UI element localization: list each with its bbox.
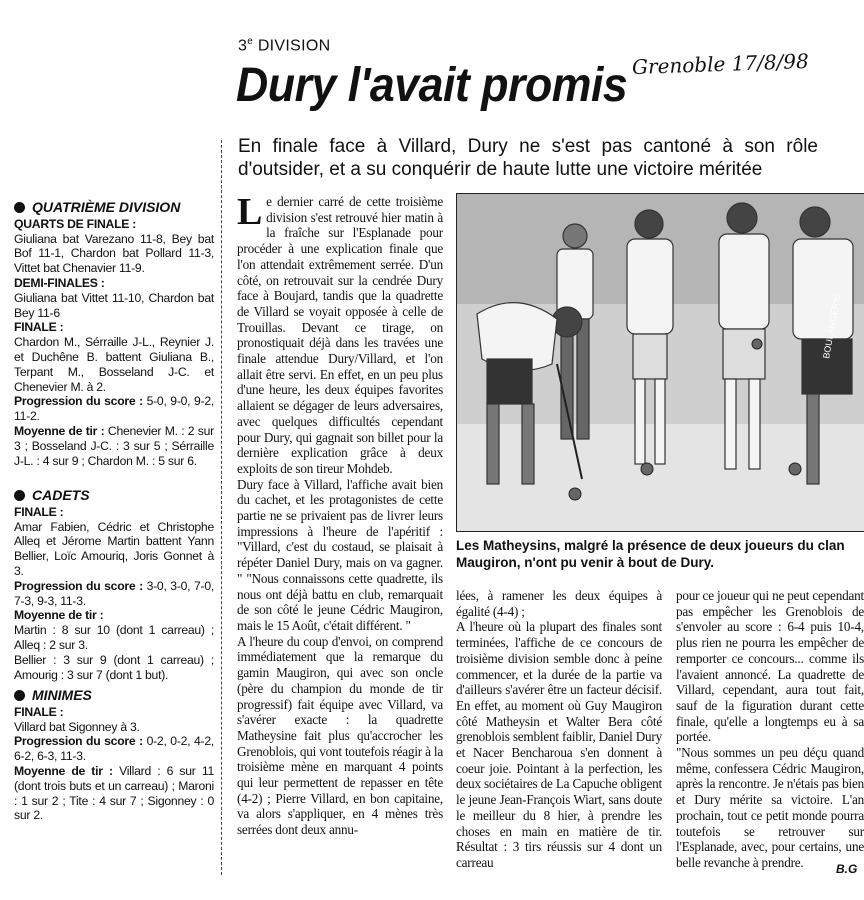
bullet-icon <box>14 690 25 701</box>
column-divider <box>221 140 222 875</box>
result-line <box>14 608 214 623</box>
result-label: Moyenne de tir : <box>14 763 113 778</box>
section-heading: QUATRIÈME DIVISION <box>14 200 214 215</box>
headline: Dury l'avait promis <box>236 59 628 112</box>
paragraph: Le dernier carré de cette troisième division s'est retrouvé hier matin à la fraîche sur l'Esplanade pour procéder à une explication finale que l'on attendait extrêmement serrée. D'un côté, on retrouvait sur la cendrée Dury face à Boujard, tandis que la quadrette de Villard se voyait opposée à celle de Trouillas. Devant ce tirage, on pronostiquait déjà dans les travées une finale attendue Dury/Villard, et l'on allait être servi. En effet, en un peu plus d'une heure, les deux équipes favorites allaient se dégager de leurs adversaires, avec quelques difficultés cependant pour Dury, qui gagnait son billet pour la dernière explication grâce à deux exploits de son tireur Mohdeb. <box>237 191 443 476</box>
drop-cap: L <box>237 191 263 233</box>
bullet-icon <box>14 490 25 501</box>
result-label: FINALE : <box>14 504 64 519</box>
result-label: Progression du score : <box>14 394 143 409</box>
result-line <box>14 217 214 232</box>
result-line <box>14 291 214 321</box>
result-label: FINALE : <box>14 704 64 719</box>
section-heading: MINIMES <box>14 688 214 703</box>
article-column-2 <box>456 588 662 871</box>
photo-illustration <box>457 194 864 531</box>
kicker-text: DIVISION <box>253 37 331 55</box>
result-text: 5-0, 9-0, 9-2, 11-2. <box>14 394 214 424</box>
result-label: FINALE : <box>14 320 64 335</box>
result-line <box>14 276 214 291</box>
result-text: 0-2, 0-2, 4-2, 6-2, 6-3, 11-3. <box>14 734 214 764</box>
article-column-3 <box>676 588 864 871</box>
result-line <box>14 505 214 520</box>
boules-players-photo <box>456 193 864 532</box>
result-label: DEMI-FINALES : <box>14 275 105 290</box>
paragraph: Dury face à Villard, l'affiche avait bien du cachet, et les protagonistes de cette partie ne se privaient pas de livrer leurs impressions à l'heure de l'apéritif : "Villard, c'est du costaud, se plaisait à répéter Daniel Dury, mais on va gagner. " "Nous connaissons cette quadrette, ils nous ont déjà battu en club, remarquait de son côté le jeune Cédric Maugiron, mais le 15 Août, c'était différent. " <box>237 476 443 633</box>
results-list <box>14 705 214 823</box>
handwritten-date-note: Grenoble 17/8/98 <box>631 48 810 80</box>
result-line <box>14 320 214 335</box>
bullet-icon <box>14 202 25 213</box>
paragraph: A l'heure du coup d'envoi, on comprend immédiatement que la remarque du gamin Maugiron, qui avec son oncle (père du champion du monde de tir progressif) fait équipe avec Villard, va s'avérer exacte : la quadrette Matheysine fait plus qu'accrocher les Grenoblois, qui vont toutefois réagir à la troisième mène en marquant 4 points qui leur permettent de repasser en tête (4-2) ; Pierre Villard, en bon capitaine, va alors s'appliquer, en 4 mènes très serrées dont deux annu- <box>237 633 443 838</box>
result-text: Chardon M., Sérraille J-L., Reynier J. et Duchêne B. battent Giuliana B., Terpant M., Bosseland J-C. et Chenevier M. à 2. <box>14 335 214 394</box>
kicker-superscript: e <box>247 36 254 47</box>
sidebar-minimes <box>14 688 214 823</box>
author-signature: B.G <box>836 862 858 876</box>
paragraph: pour ce joueur qui ne peut cependant pas empêcher les Grenoblois de s'envoler au score : 6-4 puis 10-4, plus rien ne pourra les empêcher de remporter ce concours... comme ils l'avaient annoncé. La quadrette de Villard, cependant, aura tout fait, sauf de la figuration durant cette finale, qu'elle a longtemps eu à sa portée. <box>676 588 864 745</box>
result-text: Chenevier M. : 2 sur 3 ; Bosseland J-C. : 3 sur 5 ; Sérraille J-L. : 4 sur 9 ; Chardon M. : 5 sur 6. <box>14 423 214 468</box>
result-text: Giuliana bat Varezano 11-8, Bey bat Bof 11-1, Chardon bat Pollard 11-3, Vittet bat Chenavier 11-9. <box>14 231 214 276</box>
kicker-number: 3 <box>238 37 248 55</box>
result-line <box>14 734 214 764</box>
result-label: Moyenne de tir : <box>14 608 104 623</box>
result-label: QUARTS DE FINALE : <box>14 216 137 231</box>
result-line <box>14 705 214 720</box>
result-line <box>14 232 214 276</box>
result-line <box>14 579 214 609</box>
results-list <box>14 505 214 683</box>
result-label: Progression du score : <box>14 734 143 749</box>
result-line <box>14 764 214 823</box>
section-kicker <box>238 36 330 55</box>
result-label: Progression du score : <box>14 578 143 593</box>
shirt-sponsor-text: BOULANGERIE <box>821 293 843 360</box>
result-line <box>14 424 214 468</box>
result-text: Amar Fabien, Cédric et Christophe Alleq et Jérome Martin battent Yann Bellier, Loïc Amouriq, Joris Gonnet à 3. <box>14 519 214 578</box>
article-deck: En finale face à Villard, Dury ne s'est pas cantoné à son rôle d'outsider, et a su conquérir de haute lutte une victoire méritée <box>238 136 818 180</box>
paragraph: "Nous sommes un peu déçu quand même, confessera Cédric Maugiron, après la rencontre. Je n'étais pas bien et Dury mérite sa victoire. L'an prochain, tout ce petit monde pourra toutefois se retrouver sur l'Esplanade, avec, pour certains, une belle revanche à prendre. <box>676 745 864 870</box>
result-text: Martin : 8 sur 10 (dont 1 carreau) ; Alleq : 2 sur 3. <box>14 623 214 652</box>
result-line <box>14 720 214 735</box>
result-text: 3-0, 3-0, 7-0, 7-3, 9-3, 11-3. <box>14 578 214 608</box>
result-text: Villard bat Sigonney à 3. <box>14 719 140 734</box>
article-column-1 <box>237 191 443 838</box>
sidebar-quatrieme-division <box>14 200 214 468</box>
result-line <box>14 335 214 394</box>
results-list <box>14 217 214 469</box>
photo-caption: Les Matheysins, malgré la présence de deux joueurs du clan Maugiron, n'ont pu venir à bout de Dury. <box>456 538 845 570</box>
paragraph: lées, à ramener les deux équipes à égalité (4-4) ; <box>456 588 662 619</box>
paragraph: A l'heure où la plupart des finales sont terminées, l'affiche de ce concours de troisième division semble donc à peine commencer, et la durée de la partie va d'ailleurs s'avérer être un facteur décisif. En effet, au moment où Guy Maugiron côté Matheysin et Walter Bera côté grenoblois semblent faiblir, Daniel Dury et Nacer Bencharoua s'en donnent à coeur joie. Pointant à la perfection, les deux sociétaires de La Capuche obligent le jeune Jean-François Wiart, sans doute le meilleur du 8 hier, à prendre les choses en main en matière de tir. Résultat : 3 tirs réussis sur 4 dont un carreau <box>456 619 662 870</box>
result-text: Bellier : 3 sur 9 (dont 1 carreau) ; Amourig : 3 sur 7 (dont 1 but). <box>14 652 214 682</box>
section-heading: CADETS <box>14 488 214 503</box>
result-line <box>14 394 214 424</box>
sidebar-cadets <box>14 488 214 682</box>
result-line <box>14 653 214 683</box>
result-label: Moyenne de tir : <box>14 423 105 438</box>
result-line <box>14 623 214 653</box>
result-text: Giuliana bat Vittet 11-10, Chardon bat Bey 11-6 <box>14 290 214 320</box>
result-line <box>14 520 214 579</box>
result-text: Villard : 6 sur 11 (dont trois buts et un carreau) ; Maroni : 1 sur 2 ; Tite : 4 sur 7 ; Sigonney : 0 sur 2. <box>14 763 214 823</box>
